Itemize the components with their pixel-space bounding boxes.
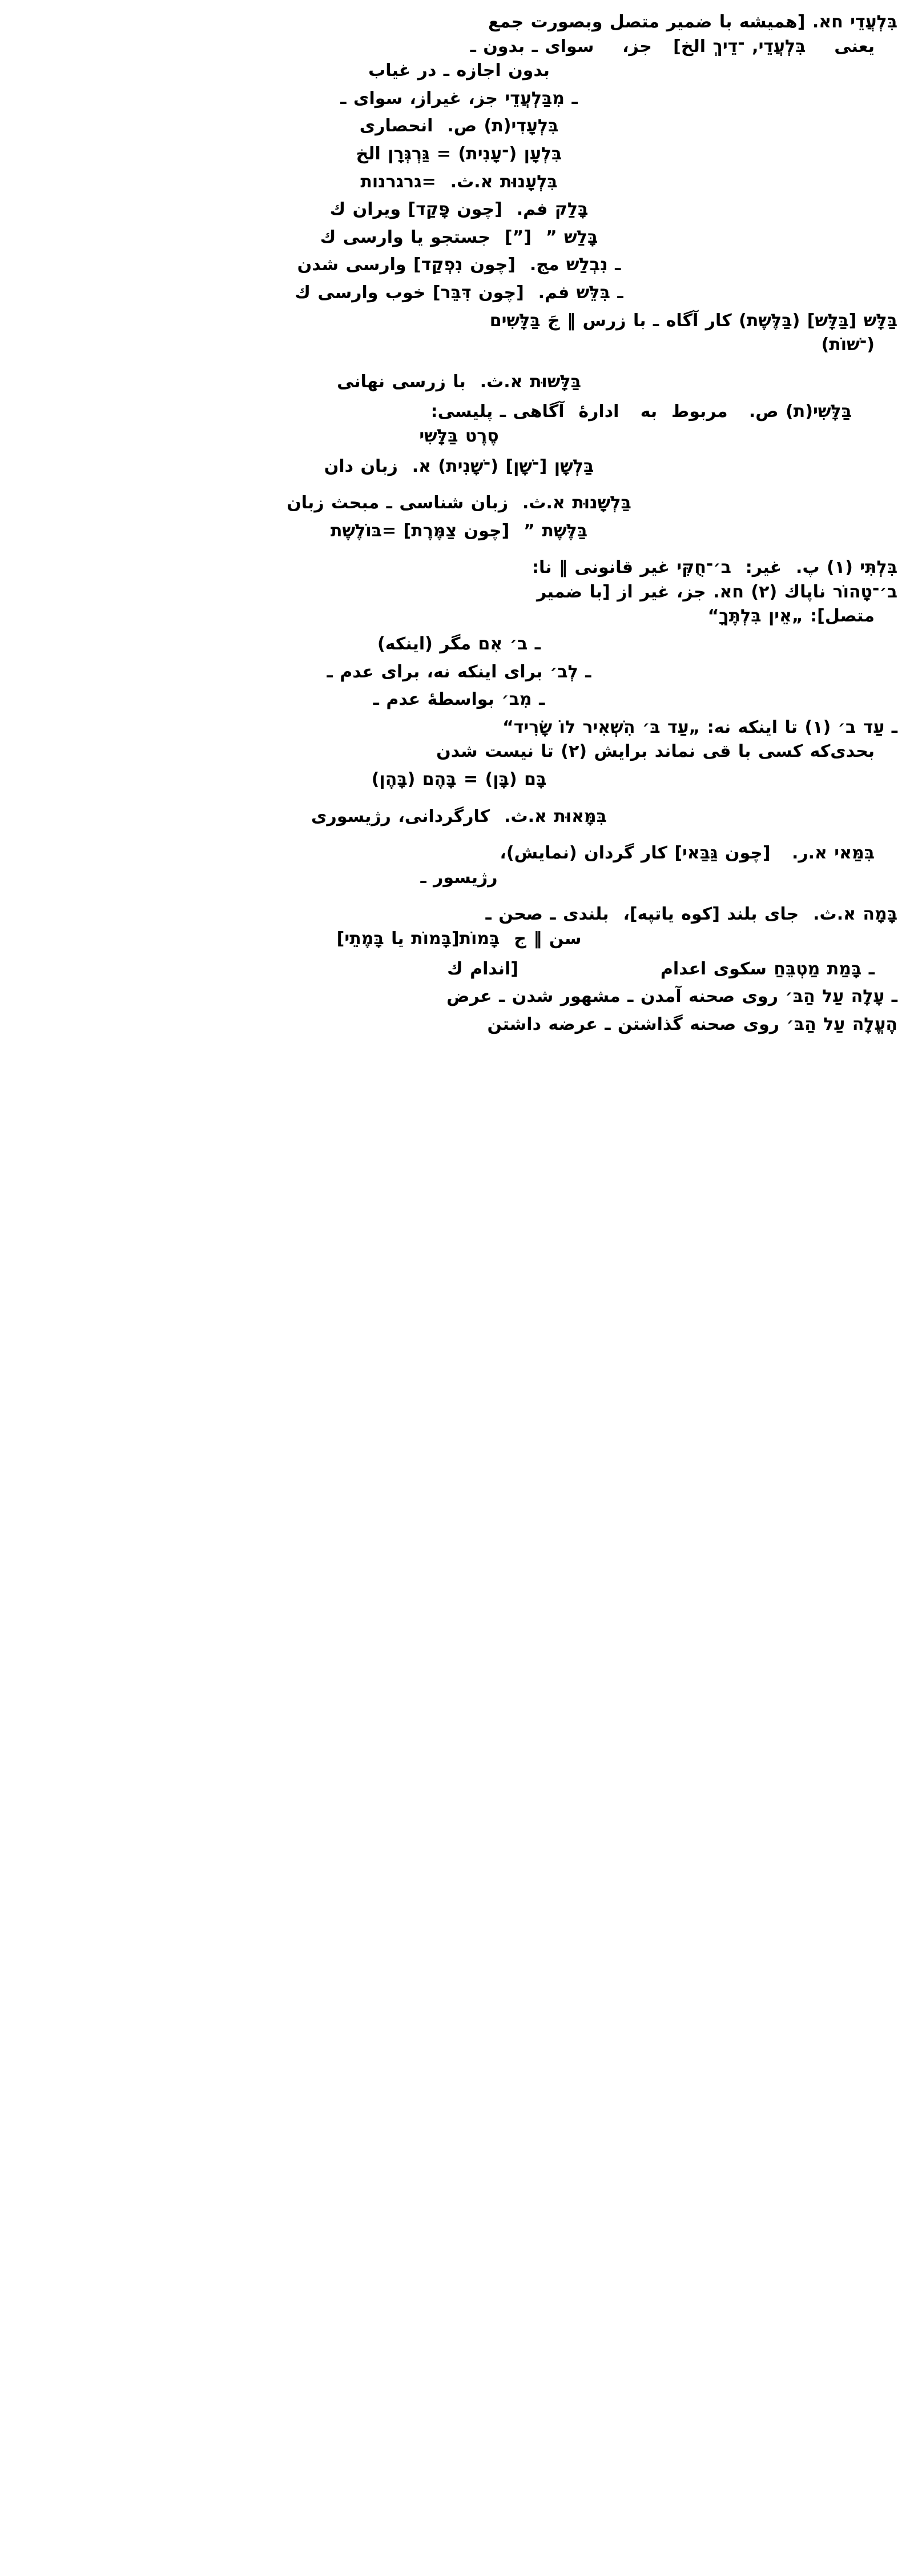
dictionary-entry <box>21 841 897 890</box>
entry-line: בִּמָּאוּת א.ث. كارگردانی، رژیسوری <box>311 806 607 826</box>
entry-line: رژیسور ـ <box>420 867 498 888</box>
dictionary-entry <box>21 660 897 685</box>
entry-line: בִּלְתִּי (۱) پ. غیر: ב׳־חֻקִּי غیر قانونی ‖ نا: <box>532 557 897 578</box>
entry-line: בָּמָה א.ث. جای بلند [كوه یاتپه]، بلندی ـ صحن ـ <box>485 904 897 925</box>
dictionary-entry <box>21 519 897 544</box>
entry-line: בִּלְעָן (־עָנִית) = גַּרְגְּרָן الخ <box>356 143 562 164</box>
dictionary-entry <box>21 455 897 479</box>
dictionary-entry <box>21 632 897 657</box>
dictionary-entry <box>21 985 897 1009</box>
entry-line: ـ עַד ב׳ (۱) تا اینكه نه: „עַד בּ׳ הִשְׁאִיר לוֹ שָׂרִיד“ <box>502 717 897 737</box>
dictionary-entry <box>21 226 897 250</box>
dictionary-entry <box>21 114 897 139</box>
dictionary-entry <box>21 957 897 982</box>
dictionary-entry <box>21 400 897 448</box>
entry-line: ـ מִב׳ بواسطهٔ عدم ـ <box>373 689 545 710</box>
entry-line: ـ מִבַּלְעֲדֵי جز، غیراز، سوای ـ <box>340 88 578 109</box>
entry-line: سن ‖ ج בָּמוֹת[בָּמוֹת یا בָּמֶתֵי] <box>336 929 582 949</box>
entry-line: בַּלָּשִׁי(ת) ص. مربوط به ادارهٔ آگاهی ـ پلیسی: <box>430 402 852 422</box>
dictionary-entry <box>21 805 897 829</box>
entry-line: یعنی בִּלְעֲדֵי, ־דֵיךְ الخ] جز، سوای ـ بدون ـ <box>470 36 875 57</box>
entry-line: בַּלֶּשֶׁת ” [چون צַמֶּרֶת] =בּוֹלֶשֶׁת <box>330 520 588 541</box>
entry-line: ـ בִּלֵּשׁ فم. [چون דִּבֵּר] خوب وارسی ك <box>295 282 623 303</box>
entry-line: בִּלְעָנוּת א.ث. =גרגרנות <box>360 171 558 192</box>
entry-line: סֶרֶט בַּלָּשִׁי <box>419 426 499 446</box>
entry-line: متصل]: „אֵין בִּלְתֶּךָ“ <box>707 606 875 627</box>
entry-line: ـ לְב׳ برای اینكه نه، برای عدم ـ <box>327 661 591 682</box>
entry-line: בַּלְשָׁנוּת א.ث. زبان شناسی ـ مبحث زبان <box>287 493 631 513</box>
entry-line: בַּלָּשׁ [בַּלָּשׁ] (בַּלֶּשֶׁת) كار آگاه ـ با زرس ‖ جَ בַּלָּשִׁים <box>489 310 897 331</box>
dictionary-entry <box>21 716 897 764</box>
entry-line: بحدی‌كه كسی با قی نماند برایش (۲) تا نیست شدن <box>436 741 875 762</box>
entry-line: בָּלַק فم. [چون פָּקַד] ویران ك <box>329 199 589 220</box>
dictionary-entry <box>21 253 897 278</box>
dictionary-entry <box>21 1013 897 1037</box>
entry-line: בַּלְשָׁן [־שָׁן] (־שָׁנִית) א. زبان دان <box>324 456 594 476</box>
entry-line: בִּלְעֲדֵי חא. [همیشه با ضمیر متصل وبصورت جمع <box>488 12 897 32</box>
entry-line: (־שׁוֹת) <box>821 335 875 355</box>
dictionary-entry <box>21 491 897 516</box>
dictionary-entry <box>21 142 897 167</box>
entry-line: ـ ב׳ אִם مگر (اینكه) <box>377 634 541 655</box>
dictionary-entry <box>21 198 897 222</box>
entry-line: הֶעֱלָה עַל הַבּ׳ روی صحنه گذاشتن ـ عرضه داشتن <box>487 1014 897 1034</box>
dictionary-entry <box>21 309 897 358</box>
entry-line: ב׳־טָהוֹר ناپاك (۲) חא. جز، غیر از [با ضمیر <box>537 581 897 602</box>
entry-line: ـ נִבְלַשׁ مج. [چون נִפְקַד] وارسی شدن <box>297 255 621 275</box>
dictionary-entry <box>21 902 897 951</box>
dictionary-entry <box>21 370 897 395</box>
entry-line: بدون اجازه ـ در غیاب <box>368 61 550 81</box>
entry-line: בַּלָּשׁוּת א.ث. با زرسی نهانی <box>337 371 581 392</box>
dictionary-entry <box>21 688 897 712</box>
dictionary-entry <box>21 170 897 195</box>
dictionary-entry <box>21 10 897 83</box>
entry-line: בִּמַּאי א.ر. [چون גַּבַּאי] كار گردان (نمایش)، <box>500 843 875 864</box>
entry-line: בָּם (בָּן) = בָּהֶם (בָּהֶן) <box>371 769 547 790</box>
entry-line: ـ בָּמַת מַטְבֵּחַ سكوی اعدام [اندام ك <box>447 958 875 979</box>
dictionary-entry <box>21 768 897 792</box>
entry-line: ـ עָלָה עַל הַבּ׳ روی صحنه آمدن ـ مشهور شدن ـ عرض <box>446 986 897 1007</box>
dictionary-entry <box>21 556 897 629</box>
entry-line: בִּלְעָדִי(ת) ص. انحصاری <box>359 116 559 137</box>
dictionary-entry <box>21 87 897 111</box>
entry-line: בָּלַשׁ ” [”] جستجو یا وارسی ك <box>320 227 598 247</box>
dictionary-entry <box>21 281 897 306</box>
